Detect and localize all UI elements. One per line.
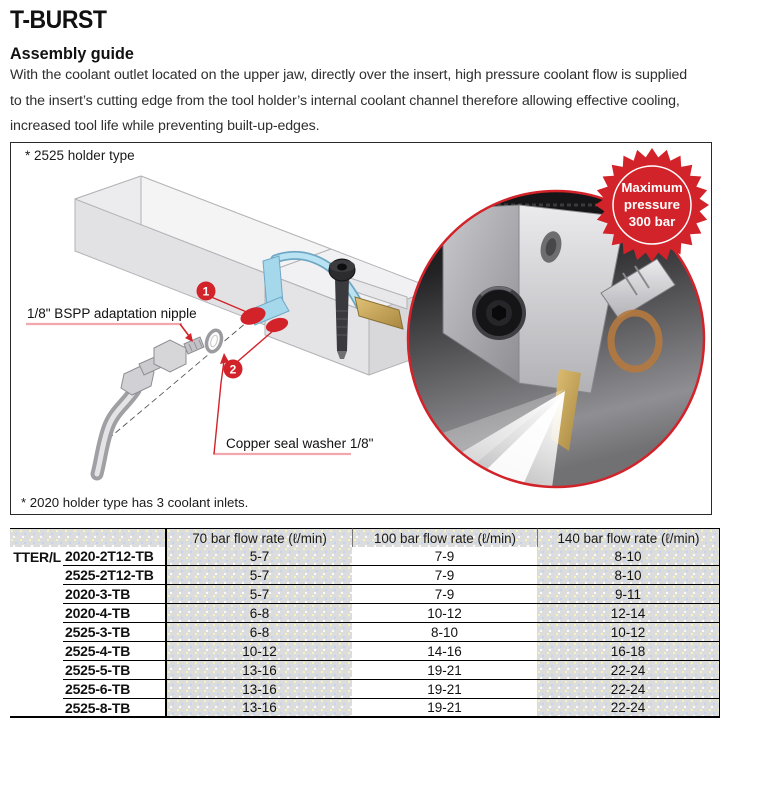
- table-header-100bar: 100 bar flow rate (ℓ/min): [352, 528, 537, 549]
- figure-footnote: * 2020 holder type has 3 coolant inlets.: [21, 495, 249, 510]
- row-value: 13-16: [167, 699, 352, 718]
- intro-paragraph: [10, 63, 770, 140]
- nipple-assembly: [97, 337, 204, 474]
- row-value: 5-7: [167, 585, 352, 604]
- row-value: 22-24: [537, 661, 720, 680]
- row-model: 2525-2T12-TB: [63, 566, 167, 585]
- section-subtitle: Assembly guide: [10, 44, 134, 63]
- row-model: 2020-4-TB: [63, 604, 167, 623]
- row-value: 14-16: [352, 642, 537, 661]
- svg-text:Copper seal washer 1/8": Copper seal washer 1/8": [226, 436, 374, 451]
- intro-line: With the coolant outlet located on the upper jaw, directly over the insert, high pressure coolant flow is supplied: [10, 67, 688, 83]
- nipple-label: [26, 306, 197, 342]
- row-prefix: [10, 661, 63, 680]
- row-value: 6-8: [167, 623, 352, 642]
- row-value: 13-16: [167, 661, 352, 680]
- row-prefix: [10, 585, 63, 604]
- row-model: 2525-6-TB: [63, 680, 167, 699]
- row-prefix: [10, 604, 63, 623]
- row-value: 8-10: [537, 547, 720, 566]
- row-value: 12-14: [537, 604, 720, 623]
- intro-line: to the insert’s cutting edge from the tool holder’s internal coolant channel therefore allowing effective cooling,: [10, 92, 680, 109]
- row-value: 10-12: [537, 623, 720, 642]
- row-prefix: [10, 642, 63, 661]
- row-value: 9-11: [537, 585, 720, 604]
- page-title: T-BURST: [10, 6, 107, 34]
- row-model: 2525-4-TB: [63, 642, 167, 661]
- row-prefix: [10, 699, 63, 718]
- assembly-diagram: [11, 143, 711, 514]
- table-header-140bar: 140 bar flow rate (ℓ/min): [537, 528, 720, 549]
- callout-2-number: 2: [229, 362, 237, 377]
- row-value: 7-9: [352, 585, 537, 604]
- callout-2: [224, 330, 275, 379]
- row-model: 2020-2T12-TB: [63, 547, 167, 566]
- row-prefix: [10, 680, 63, 699]
- row-value: 8-10: [352, 623, 537, 642]
- row-value: 8-10: [537, 566, 720, 585]
- row-value: 10-12: [167, 642, 352, 661]
- row-value: 22-24: [537, 699, 720, 718]
- holder-type-note: * 2525 holder type: [25, 148, 135, 163]
- row-model: 2525-3-TB: [63, 623, 167, 642]
- row-value: 13-16: [167, 680, 352, 699]
- row-model: 2525-5-TB: [63, 661, 167, 680]
- flow-rate-table: [10, 528, 720, 718]
- tool-holder-drawing: [75, 176, 435, 375]
- row-model: 2020-3-TB: [63, 585, 167, 604]
- row-value: 6-8: [167, 604, 352, 623]
- row-value: 5-7: [167, 547, 352, 566]
- table-header-blank: [10, 528, 167, 549]
- assembly-figure: [10, 142, 712, 515]
- row-value: 19-21: [352, 680, 537, 699]
- row-value: 19-21: [352, 699, 537, 718]
- row-value: 7-9: [352, 547, 537, 566]
- row-value: 5-7: [167, 566, 352, 585]
- row-value: 10-12: [352, 604, 537, 623]
- badge-line3: 300 bar: [628, 214, 676, 229]
- row-value: 16-18: [537, 642, 720, 661]
- row-prefix: [10, 566, 63, 585]
- intro-line: increased tool life while preventing built-up-edges.: [10, 118, 320, 134]
- row-value: 22-24: [537, 680, 720, 699]
- row-prefix: [10, 623, 63, 642]
- row-model: 2525-8-TB: [63, 699, 167, 718]
- badge-line1: Maximum: [621, 180, 683, 195]
- svg-text:1/8" BSPP adaptation nipple: 1/8" BSPP adaptation nipple: [27, 306, 197, 321]
- max-pressure-badge: [595, 148, 709, 262]
- row-value: 19-21: [352, 661, 537, 680]
- callout-1-number: 1: [202, 284, 210, 299]
- copper-washer: [204, 328, 224, 353]
- row-value: 7-9: [352, 566, 537, 585]
- badge-line2: pressure: [623, 197, 681, 212]
- row-prefix: TTER/L: [10, 547, 63, 566]
- table-header-70bar: 70 bar flow rate (ℓ/min): [167, 528, 352, 549]
